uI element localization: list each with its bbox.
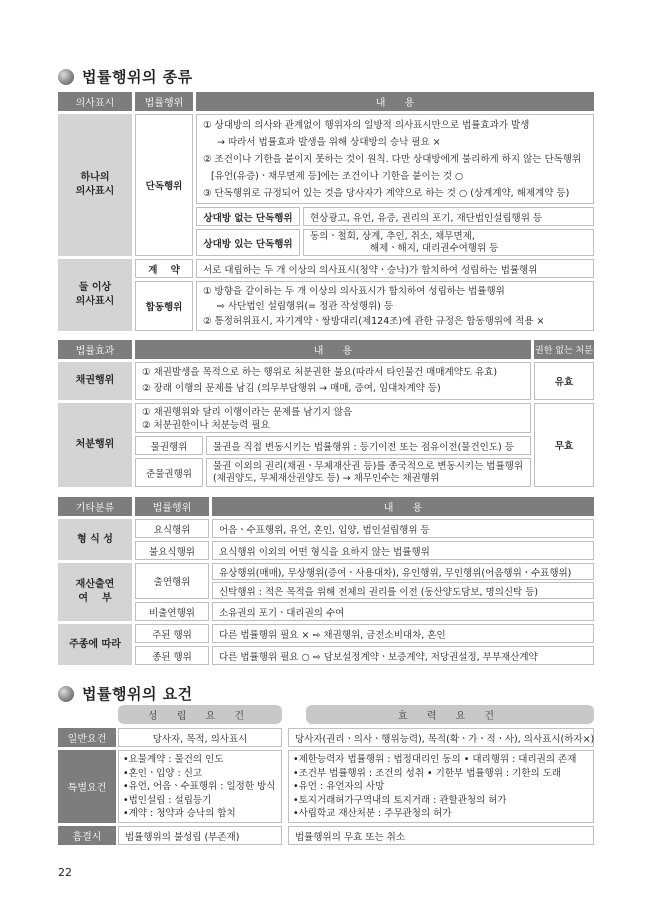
label-formal-act: 요식행위 — [135, 519, 209, 538]
section-title-requirements — [58, 683, 193, 704]
text-line: (채권양도, 무체재산권양도 등) → 채무인수는 채권행위 — [213, 473, 440, 484]
list-item: •계약 : 청약과 승낙의 합치 — [123, 808, 236, 819]
unilateral-description — [196, 114, 594, 204]
general-formation-text: 당사자, 목적, 의사표시 — [118, 728, 282, 747]
label-contribution: 재산출연 여 부 — [58, 563, 132, 621]
header-other-act: 법률행위 — [135, 497, 209, 516]
formal-act-text: 어음ㆍ수표행위, 유언, 혼인, 입양, 법인설립행위 등 — [212, 519, 594, 538]
text-line: ③ 단독행위로 규정되어 있는 것을 당사자가 계약으로 하는 것 ○ (상계계약, 해제계약 등) — [203, 188, 570, 199]
header-unauthorized: 권한 없는 처분 — [534, 340, 594, 359]
text-line: 물권 이외의 권리(채권ㆍ무체재산권 등)를 종국적으로 변동시키는 법률행위 — [213, 461, 524, 472]
noncontribution-text: 소유권의 포기ㆍ대리권의 수여 — [212, 602, 594, 621]
text-line: ② 조건이나 기한을 붙이지 못하는 것이 원칙. 다만 상대방에게 불리하게 하지 않는 단독행위 — [203, 154, 582, 165]
page-number: 22 — [58, 866, 72, 879]
contract-text: 서로 대립하는 두 개 이상의 의사표시(청약ㆍ승낙)가 합치하여 성립하는 법률행위 — [196, 259, 594, 278]
defect-validity-text: 법률행위의 무효 또는 취소 — [288, 826, 594, 845]
label-general-requirement: 일반요건 — [58, 728, 116, 747]
list-item: •제한능력자 법률행위 : 법정대리인 동의 • 대리행위 : 대리권의 존재 — [293, 754, 577, 765]
disposition-result: 무효 — [534, 403, 594, 487]
main-act-text: 다른 법률행위 필요 × ⇨ 채권행위, 금전소비대차, 혼인 — [212, 624, 594, 643]
label-formality: 형 식 성 — [58, 519, 132, 560]
text-line: ⇨ 사단법인 설립행위(= 정관 작성행위) 등 — [217, 301, 394, 312]
header-other: 기타분류 — [58, 497, 132, 516]
text-line: 해제ㆍ해지, 대리권수여행위 등 — [370, 242, 499, 254]
label-real-act: 물권행위 — [135, 436, 203, 455]
text-line: ② 처분권한이나 처분능력 필요 — [142, 420, 270, 431]
label-quasi-real-act: 준물권행위 — [135, 458, 203, 487]
list-item: •사립학교 재산처분 : 주무관청의 허가 — [293, 808, 452, 819]
obligation-text — [135, 362, 531, 400]
header-intent: 의사표시 — [58, 92, 132, 111]
header-effect-content: 내 용 — [135, 340, 531, 359]
label-special-requirement: 특별요건 — [58, 750, 116, 823]
label-no-partner: 상대방 없는 단독행위 — [196, 207, 300, 226]
label-principal: 주종에 따라 — [58, 624, 132, 665]
label-subordinate-act: 종된 행위 — [135, 646, 209, 665]
label-joint-act: 합동행위 — [135, 281, 193, 331]
pill-validity-requirements: 효 력 요 건 — [306, 705, 594, 724]
text-line: ② 통정허위표시, 자기계약ㆍ쌍방대리(제124조)에 관한 규정은 합동행위에 적용 × — [203, 316, 545, 327]
label-main-act: 주된 행위 — [135, 624, 209, 643]
special-validity-list — [288, 750, 594, 823]
list-item: •유언 : 유언자의 사망 — [293, 781, 385, 792]
quasi-real-act-text — [206, 458, 531, 487]
label-single-intent: 하나의 의사표시 — [58, 114, 132, 256]
list-item: •법인설립 : 설립등기 — [123, 794, 212, 806]
pill-formation-requirements: 성 립 요 건 — [118, 705, 282, 724]
text-line: ① 방향을 같이하는 두 개 이상의 의사표시가 합치하여 성립하는 법률행위 — [203, 286, 505, 297]
label-defect: 흠결시 — [58, 826, 116, 845]
label-unilateral-act: 단독행위 — [135, 114, 193, 256]
header-other-content: 내 용 — [212, 497, 594, 516]
with-partner-text — [303, 229, 594, 256]
header-content: 내 용 — [196, 92, 594, 111]
text-line: ① 상대방의 의사와 관계없이 행위자의 일방적 의사표시만으로 법률효과가 발생 — [203, 120, 530, 131]
informal-act-text: 요식행위 이외의 어떤 형식을 요하지 않는 법률행위 — [212, 541, 594, 560]
label-with-partner: 상대방 있는 단독행위 — [196, 229, 300, 256]
section-bullet-icon — [58, 686, 74, 702]
real-act-text: 물권을 직접 변동시키는 법률행위 : 등기이전 또는 점유이전(물건인도) 등 — [206, 436, 531, 455]
text-line: ② 장래 이행의 문제를 남김 (의무부담행위 → 매매, 증여, 임대차계약 등) — [142, 383, 441, 394]
label-contract: 계 약 — [135, 259, 193, 278]
obligation-result: 유효 — [534, 362, 594, 400]
text-line: [유언(유증)ㆍ채무면제 등]에는 조건이나 기한을 붙이는 것 ○ — [211, 171, 464, 182]
defect-formation-text: 법률행위의 불성립 (부존재) — [118, 826, 282, 845]
text-line: ① 채권행위와 달리 이행이라는 문제를 남기지 않음 — [142, 407, 353, 418]
list-item: •조건부 법률행위 : 조건의 성취 • 기한부 법률행위 : 기한의 도래 — [293, 767, 562, 779]
special-formation-list — [118, 750, 282, 823]
label-informal-act: 불요식행위 — [135, 541, 209, 560]
label-noncontribution-act: 비출연행위 — [135, 602, 209, 621]
label-obligation-act: 채권행위 — [58, 362, 132, 400]
contribution-text-2: 신탁행위 : 적은 목적을 위해 전체의 권리를 이전 (동산양도담보, 명의신탁 등) — [212, 582, 594, 599]
header-legal-act: 법률행위 — [135, 92, 193, 111]
label-contribution-act: 출연행위 — [135, 563, 209, 599]
general-validity-text: 당사자(권리ㆍ의사ㆍ행위능력), 목적(확ㆍ가ㆍ적ㆍ사), 의사표시(하자×) — [288, 728, 594, 747]
contribution-text-1: 유상행위(매매), 무상행위(증여ㆍ사용대차), 유인행위, 무인행위(어음행위ㆍ수표행위) — [212, 563, 594, 580]
text-line: → 따라서 법률효과 발생을 위해 상대방의 승낙 필요 × — [217, 137, 441, 148]
list-item: •유언, 어음ㆍ수표행위 : 일정한 방식 — [123, 781, 276, 792]
text-line: 동의ㆍ철회, 상계, 추인, 취소, 채무면제, — [310, 231, 475, 242]
header-effect: 법률효과 — [58, 340, 132, 359]
disposition-text — [135, 403, 531, 433]
subordinate-act-text: 다른 법률행위 필요 ○ ⇨ 담보설정계약ㆍ보증계약, 저당권설정, 부부재산계약 — [212, 646, 594, 665]
section-title-kinds — [58, 66, 193, 87]
section-bullet-icon — [58, 69, 74, 85]
list-item: •토지거래허가구역내의 토지거래 : 관할관청의 허가 — [293, 794, 507, 806]
section-title-text: 법률행위의 종류 — [82, 68, 193, 86]
list-item: •요물계약 : 물건의 인도 — [123, 754, 224, 765]
joint-act-text — [196, 281, 594, 331]
list-item: •혼인ㆍ입양 : 신고 — [123, 767, 203, 779]
section-title-text: 법률행위의 요건 — [82, 685, 193, 703]
no-partner-text: 현상광고, 유언, 유증, 권리의 포기, 재단법인설립행위 등 — [303, 207, 594, 226]
label-disposition-act: 처분행위 — [58, 403, 132, 487]
label-multi-intent: 둘 이상 의사표시 — [58, 259, 132, 331]
text-line: ① 채권발생을 목적으로 하는 행위로 처분권한 불요(따라서 타인물건 매매계약도 유효) — [142, 367, 498, 378]
